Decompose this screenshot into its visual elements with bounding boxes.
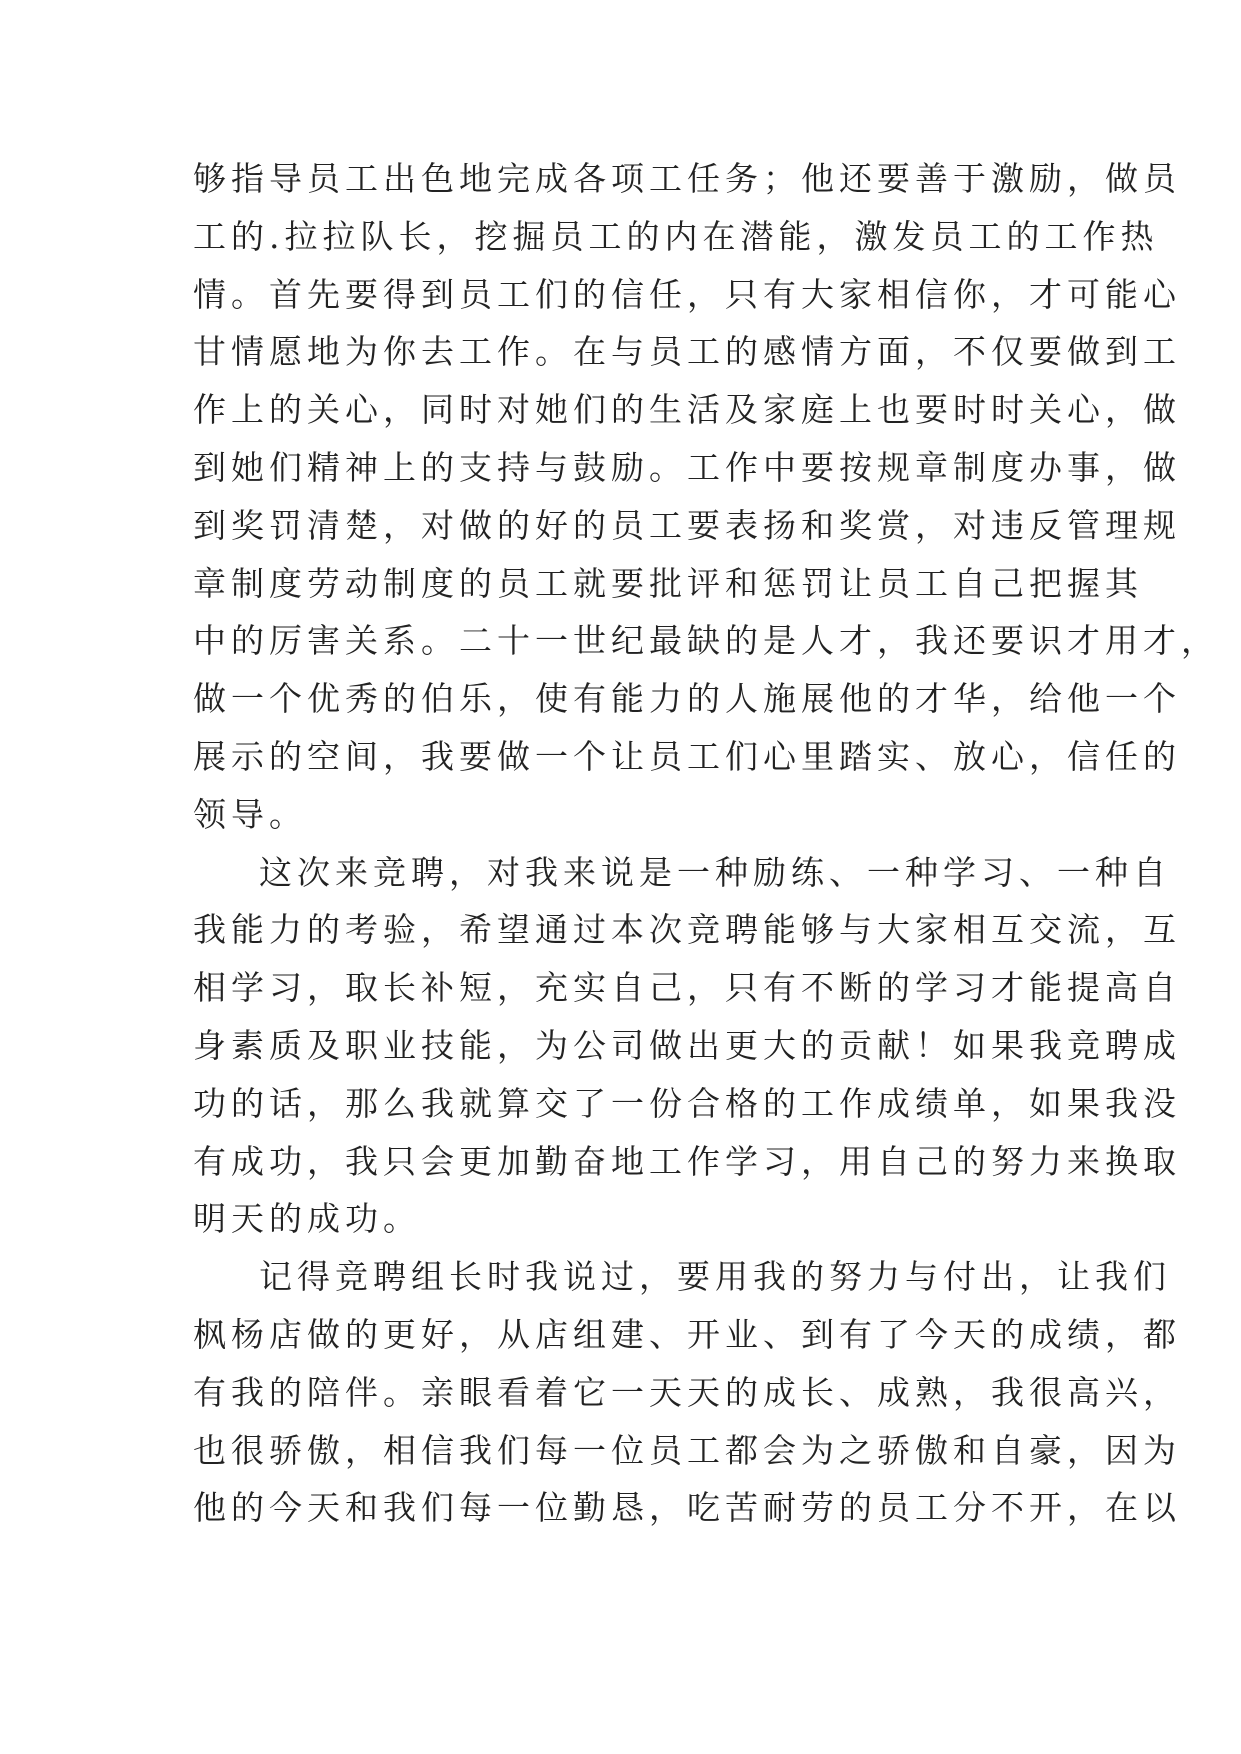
text-line: 到奖罚清楚，对做的好的员工要表扬和奖赏，对违反管理规 <box>193 505 1181 545</box>
text-line: 有成功，我只会更加勤奋地工作学习，用自己的努力来换取 <box>193 1141 1181 1181</box>
paragraph-start-line: 这次来竞聘，对我来说是一种励练、一种学习、一种自 <box>259 852 1171 892</box>
text-line: 功的话，那么我就算交了一份合格的工作成绩单，如果我没 <box>193 1083 1181 1123</box>
text-line: 中的厉害关系。二十一世纪最缺的是人才，我还要识才用才， <box>193 621 1219 661</box>
text-line: 到她们精神上的支持与鼓励。工作中要按规章制度办事，做 <box>193 447 1181 487</box>
paragraph-start-line: 记得竞聘组长时我说过，要用我的努力与付出，让我们 <box>259 1257 1171 1297</box>
text-line: 情。首先要得到员工们的信任，只有大家相信你，才可能心 <box>193 274 1181 314</box>
text-line: 做一个优秀的伯乐，使有能力的人施展他的才华，给他一个 <box>193 679 1181 719</box>
text-line: 甘情愿地为你去工作。在与员工的感情方面，不仅要做到工 <box>193 332 1181 372</box>
text-line: 章制度劳动制度的员工就要批评和惩罚让员工自己把握其 <box>193 563 1143 603</box>
text-line: 枫杨店做的更好，从店组建、开业、到有了今天的成绩，都 <box>193 1314 1181 1354</box>
body-text <box>193 150 1219 1537</box>
text-line: 明天的成功。 <box>193 1199 421 1239</box>
text-line: 相学习，取长补短，充实自己，只有不断的学习才能提高自 <box>193 968 1181 1008</box>
text-line: 有我的陪伴。亲眼看着它一天天的成长、成熟，我很高兴， <box>193 1372 1181 1412</box>
text-line: 也很骄傲，相信我们每一位员工都会为之骄傲和自豪，因为 <box>193 1430 1181 1470</box>
text-line: 够指导员工出色地完成各项工任务；他还要善于激励，做员 <box>193 159 1181 198</box>
text-line: 我能力的考验，希望通过本次竞聘能够与大家相互交流，互 <box>193 910 1181 950</box>
text-line: 他的今天和我们每一位勤恳，吃苦耐劳的员工分不开，在以 <box>193 1488 1181 1528</box>
text-line: 展示的空间，我要做一个让员工们心里踏实、放心，信任的 <box>193 736 1181 776</box>
text-line: 工的.拉拉队长，挖掘员工的内在潜能，激发员工的工作热 <box>193 216 1159 256</box>
text-line: 领导。 <box>193 794 307 834</box>
text-line: 身素质及职业技能，为公司做出更大的贡献！如果我竞聘成 <box>193 1025 1181 1065</box>
text-line: 作上的关心，同时对她们的生活及家庭上也要时时关心，做 <box>193 390 1181 430</box>
